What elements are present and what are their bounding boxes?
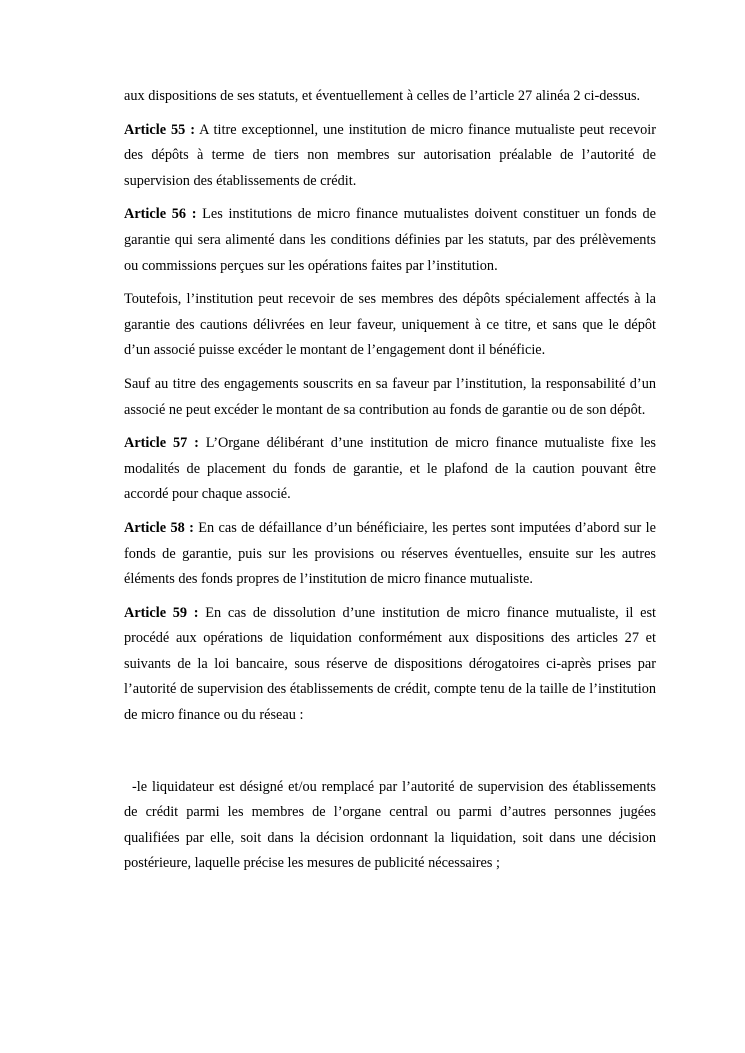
- article-59: [124, 601, 656, 729]
- article-55: [124, 118, 656, 195]
- article-56: [124, 202, 656, 279]
- paragraph-spacer: [124, 737, 656, 775]
- article-label: Article 55 :: [124, 121, 195, 138]
- paragraph-continuation: [124, 84, 656, 110]
- article-57: [124, 431, 656, 508]
- article-label: Article 57 :: [124, 435, 199, 452]
- document-page: [124, 84, 656, 885]
- paragraph-text: En cas de défaillance d’un bénéficiaire, les pertes sont imputées d’abord sur le fonds de garantie, puis sur les provisions ou réserves éventuelles, ensuite sur les autres éléments des fonds propres de l’institution de micro finance mutualiste.: [124, 519, 656, 588]
- list-item-text: -le liquidateur est désigné et/ou remplacé par l’autorité de supervision des établissements de crédit parmi les membres de l’organe central ou parmi d’autres personnes jugées qualifiées par elle, soit dans la décision ordonnant la liquidation, soit dans une décision postérieure, laquelle précise les mesures de publicité nécessaires ;: [124, 778, 656, 872]
- article-58: [124, 516, 656, 593]
- paragraph-text: L’Organe délibérant d’une institution de micro finance mutualiste fixe les modalités de placement du fonds de garantie, et le plafond de la caution pouvant être accordé pour chaque associé.: [124, 435, 656, 503]
- article-label: Article 59 :: [124, 604, 199, 621]
- article-label: Article 56 :: [124, 206, 197, 223]
- article-label: Article 58 :: [124, 519, 194, 536]
- paragraph-text: Les institutions de micro finance mutualistes doivent constituer un fonds de garantie qui sera alimenté dans les conditions définies par les statuts, par des prélèvements ou commissions perçues sur les opérations faites par l’institution.: [124, 206, 656, 274]
- paragraph-toutefois: [124, 287, 656, 364]
- paragraph-text: Toutefois, l’institution peut recevoir de ses membres des dépôts spécialement affectés à la garantie des cautions délivrées en leur faveur, uniquement à ce titre, et sans que le dépôt d’un associé puisse excéder le montant de l’engagement dont il bénéficie.: [124, 291, 656, 359]
- paragraph-text: A titre exceptionnel, une institution de micro finance mutualiste peut recevoir des dépôts à terme de tiers non membres sur autorisation préalable de l’autorité de supervision des établissements de crédit.: [124, 121, 656, 189]
- paragraph-sauf: [124, 372, 656, 423]
- list-item: [124, 775, 656, 877]
- paragraph-text: aux dispositions de ses statuts, et éventuellement à celles de l’article 27 alinéa 2 ci-dessus.: [124, 88, 641, 104]
- paragraph-text: Sauf au titre des engagements souscrits en sa faveur par l’institution, la responsabilité d’un associé ne peut excéder le montant de sa contribution au fonds de garantie ou de son dépôt.: [124, 375, 656, 418]
- paragraph-text: En cas de dissolution d’une institution de micro finance mutualiste, il est procédé aux opérations de liquidation conformément aux dispositions des articles 27 et suivants de la loi bancaire, sous réserve de dispositions dérogatoires ci-après prises par l’autorité de supervision des établissements de crédit, compte tenu de la taille de l’institution de micro finance ou du réseau :: [124, 604, 656, 724]
